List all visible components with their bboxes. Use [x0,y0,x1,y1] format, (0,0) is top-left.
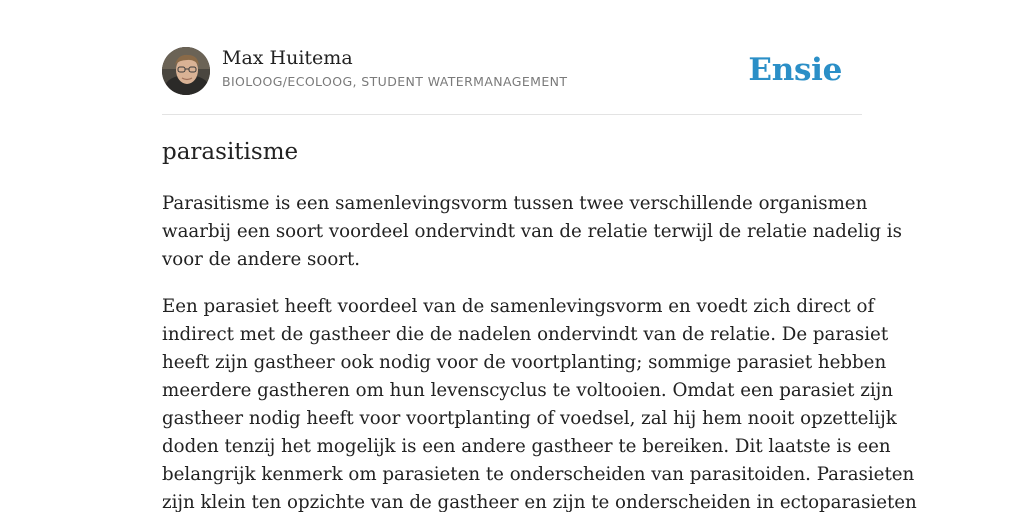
text-line: waarbij een soort voordeel ondervindt van de relatie terwijl de relatie nadelig is [162,221,902,242]
paragraph-1 [162,190,902,274]
text-line: doden tenzij het mogelijk is een andere gastheer te bereiken. Dit laatste is een [162,436,891,457]
author-role: BIOLOOG/ECOLOOG, STUDENT WATERMANAGEMENT [222,74,568,89]
text-line: zijn klein ten opzichte van de gastheer en zijn te onderscheiden in ectoparasieten [162,492,917,512]
author-avatar[interactable] [162,47,210,95]
text-line: meerdere gastheren om hun levenscyclus te voltooien. Omdat een parasiet zijn [162,380,894,401]
author-name[interactable]: Max Huitema [222,47,353,69]
paragraph-2 [162,293,917,512]
text-line: heeft zijn gastheer ook nodig voor de voortplanting; sommige parasiet hebben [162,352,887,373]
avatar-portrait-icon [162,47,210,95]
ensie-logo[interactable]: Ensie [748,52,842,88]
article-body [162,190,917,512]
text-line: gastheer nodig heeft voor voortplanting of voedsel, zal hij hem nooit opzettelijk [162,408,897,429]
article-title: parasitisme [162,139,299,165]
article-header [162,46,862,115]
text-line: voor de andere soort. [162,249,361,270]
text-line: indirect met de gastheer die de nadelen ondervindt van de relatie. De parasiet [162,324,889,345]
text-line: Een parasiet heeft voordeel van de samenlevingsvorm en voedt zich direct of [162,296,875,317]
text-line: Parasitisme is een samenlevingsvorm tussen twee verschillende organismen [162,193,868,214]
text-line: belangrijk kenmerk om parasieten te onderscheiden van parasitoiden. Parasieten [162,464,915,485]
